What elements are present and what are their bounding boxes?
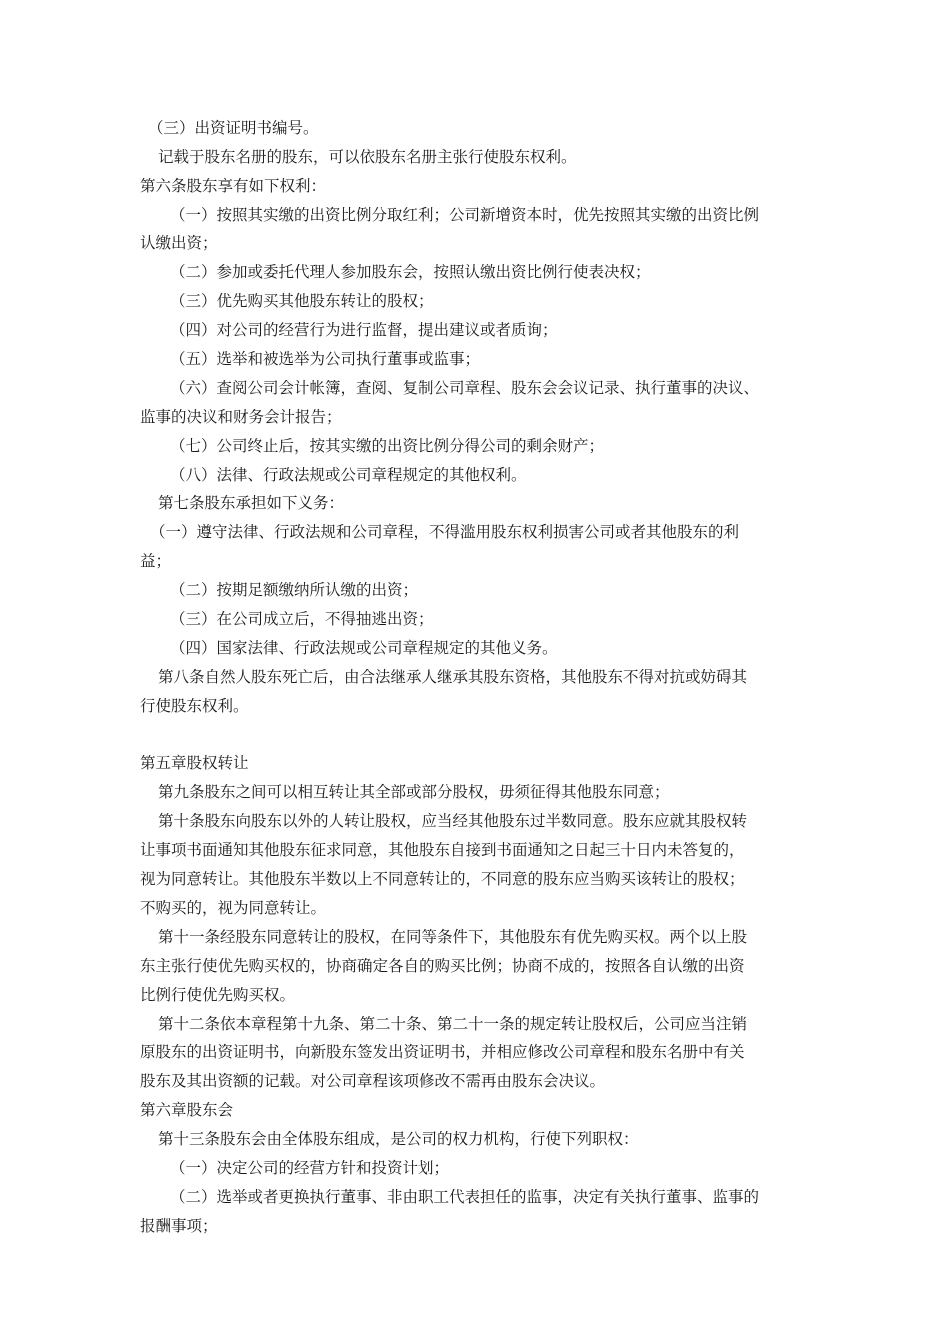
text-line: 比例行使优先购买权。 [140,986,296,1004]
chapter-heading: 第五章股权转让 [140,754,249,772]
text-line: 不购买的，视为同意转让。 [140,899,327,917]
text-line: 报酬事项； [140,1217,218,1235]
text-line: （二）按期足额缴纳所认缴的出资； [170,581,419,599]
text-line: 监事的决议和财务会计报告； [140,408,342,426]
text-line: 益； [140,552,172,570]
text-line: 行使股东权利。 [140,697,249,715]
text-line: 第九条股东之间可以相互转让其全部或部分股权，毋须征得其他股东同意； [158,783,670,801]
text-line: （三）在公司成立后，不得抽逃出资； [170,610,434,628]
section-heading: 第六条股东享有如下权利： [140,177,327,195]
text-line: （四）国家法律、行政法规或公司章程规定的其他义务。 [170,639,558,657]
text-line: （三）出资证明书编号。 [148,119,319,137]
text-line: 原股东的出资证明书，向新股东签发出资证明书，并相应修改公司章程和股东名册中有关 [140,1043,745,1061]
section-heading: 第七条股东承担如下义务： [158,494,345,512]
text-line: （一）按照其实缴的出资比例分取红利；公司新增资本时，优先按照其实缴的出资比例 [170,206,760,224]
text-line: （二）选举或者更换执行董事、非由职工代表担任的监事，决定有关执行董事、监事的 [170,1188,760,1206]
text-line: 东主张行使优先购买权的，协商确定各自的购买比例；协商不成的，按照各自认缴的出资 [140,957,745,975]
text-line: （四）对公司的经营行为进行监督，提出建议或者质询； [170,321,558,339]
text-line: 第十条股东向股东以外的人转让股权，应当经其他股东过半数同意。股东应就其股权转 [158,812,748,830]
text-line: （一）决定公司的经营方针和投资计划； [170,1159,450,1177]
text-line: 第十三条股东会由全体股东组成，是公司的权力机构，行使下列职权： [158,1130,639,1148]
text-line: （二）参加或委托代理人参加股东会，按照认缴出资比例行使表决权； [170,263,651,281]
text-line: （七）公司终止后，按其实缴的出资比例分得公司的剩余财产； [170,437,605,455]
text-line: 认缴出资； [140,234,218,252]
text-line: 记载于股东名册的股东，可以依股东名册主张行使股东权利。 [158,148,577,166]
text-line: 让事项书面通知其他股东征求同意，其他股东自接到书面通知之日起三十日内未答复的， [140,841,745,859]
text-line: 第十二条依本章程第十九条、第二十条、第二十一条的规定转让股权后，公司应当注销 [158,1015,748,1033]
text-line: （五）选举和被选举为公司执行董事或监事； [170,350,481,368]
chapter-heading: 第六章股东会 [140,1101,234,1119]
text-line: 第八条自然人股东死亡后，由合法继承人继承其股东资格，其他股东不得对抗或妨碍其 [158,668,748,686]
text-line: （八）法律、行政法规或公司章程规定的其他权利。 [170,466,527,484]
text-line: 股东及其出资额的记载。对公司章程该项修改不需再由股东会决议。 [140,1072,606,1090]
text-line: 第十一条经股东同意转让的股权，在同等条件下，其他股东有优先购买权。两个以上股 [158,928,748,946]
text-line: （一）遵守法律、行政法规和公司章程，不得滥用股东权利损害公司或者其他股东的利 [150,523,740,541]
text-line: （三）优先购买其他股东转让的股权； [170,292,434,310]
text-line: 视为同意转让。其他股东半数以上不同意转让的，不同意的股东应当购买该转让的股权； [140,870,745,888]
text-line: （六）查阅公司会计帐簿，查阅、复制公司章程、股东会会议记录、执行董事的决议、 [170,379,760,397]
